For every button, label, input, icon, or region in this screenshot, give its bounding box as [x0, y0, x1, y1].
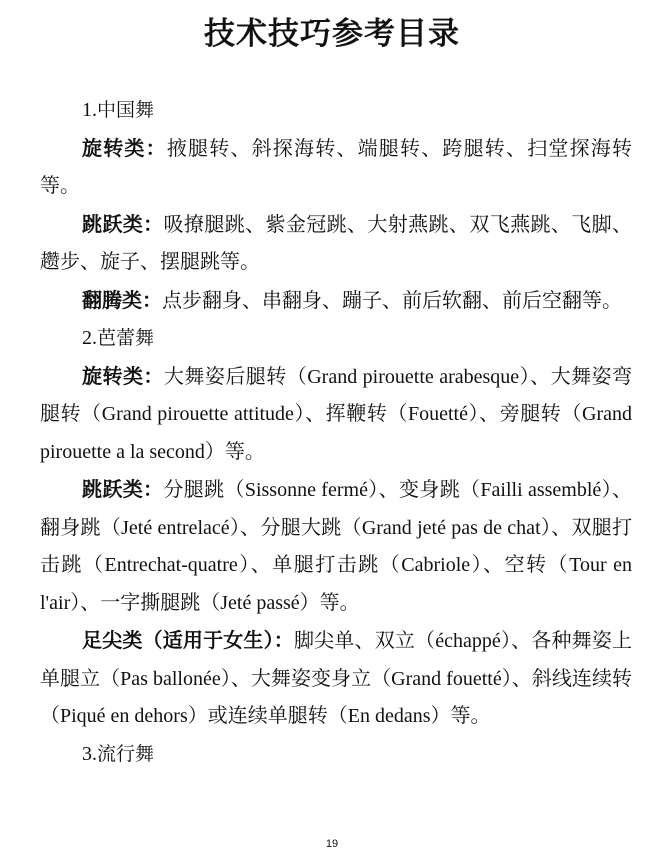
category-label: 翻腾类：	[82, 287, 162, 312]
category-paragraph	[40, 622, 632, 736]
section-name: 中国舞	[97, 99, 155, 121]
section-heading-chinese-dance	[40, 92, 632, 130]
category-text: 点步翻身、串翻身、蹦子、前后软翻、前后空翻等。	[162, 289, 622, 312]
category-text: 吸撩腿跳、紫金冠跳、大射燕跳、双飞燕跳、飞脚、趱步、旋子、摆腿跳等。	[40, 213, 633, 273]
category-label: 跳跃类：	[82, 477, 164, 501]
section-number: 2.	[82, 327, 97, 349]
page-number: 19	[325, 838, 339, 850]
section-name: 流行舞	[97, 742, 155, 765]
category-label: 旋转类：	[82, 363, 164, 388]
page-title: 技术技巧参考目录	[204, 16, 460, 52]
category-paragraph	[40, 358, 632, 472]
document-body	[40, 92, 632, 773]
category-text: 掖腿转、斜探海转、端腿转、跨腿转、扫堂探海转等。	[40, 137, 633, 197]
category-paragraph	[40, 206, 632, 282]
category-label: 旋转类：	[82, 135, 167, 160]
category-text: 分腿跳（Sissonne fermé）、变身跳（Failli assemblé）、翻身跳（Jeté entrelacé）、分腿大跳（Grand jeté pas de chat）、双腿打击跳（Entrechat-quatre）、单腿打击跳（Cabriole）、空转（Tour en l'air）、一字撕腿跳（Jeté passé）等。	[40, 479, 633, 614]
category-paragraph	[40, 282, 632, 321]
section-heading-popular-dance	[40, 736, 632, 774]
section-number: 3.	[82, 742, 97, 765]
category-label: 跳跃类：	[82, 211, 164, 236]
section-heading-ballet	[40, 320, 632, 358]
section-number: 1.	[82, 99, 97, 121]
category-label: 足尖类（适用于女生）：	[82, 628, 294, 652]
category-text: 脚尖单、双立（échappé）、各种舞姿上单腿立（Pas ballonée）、大舞姿变身立（Grand fouetté）、斜线连续转（Piqué en dehors）或连续单腿转（En dedans）等。	[40, 630, 633, 727]
category-paragraph	[40, 471, 632, 622]
category-paragraph	[40, 130, 632, 206]
category-text: 大舞姿后腿转（Grand pirouette arabesque）、大舞姿弯腿转（Grand pirouette attitude）、挥鞭转（Fouetté）、旁腿转（Grand pirouette a la second）等。	[40, 365, 633, 463]
section-name: 芭蕾舞	[97, 327, 155, 349]
